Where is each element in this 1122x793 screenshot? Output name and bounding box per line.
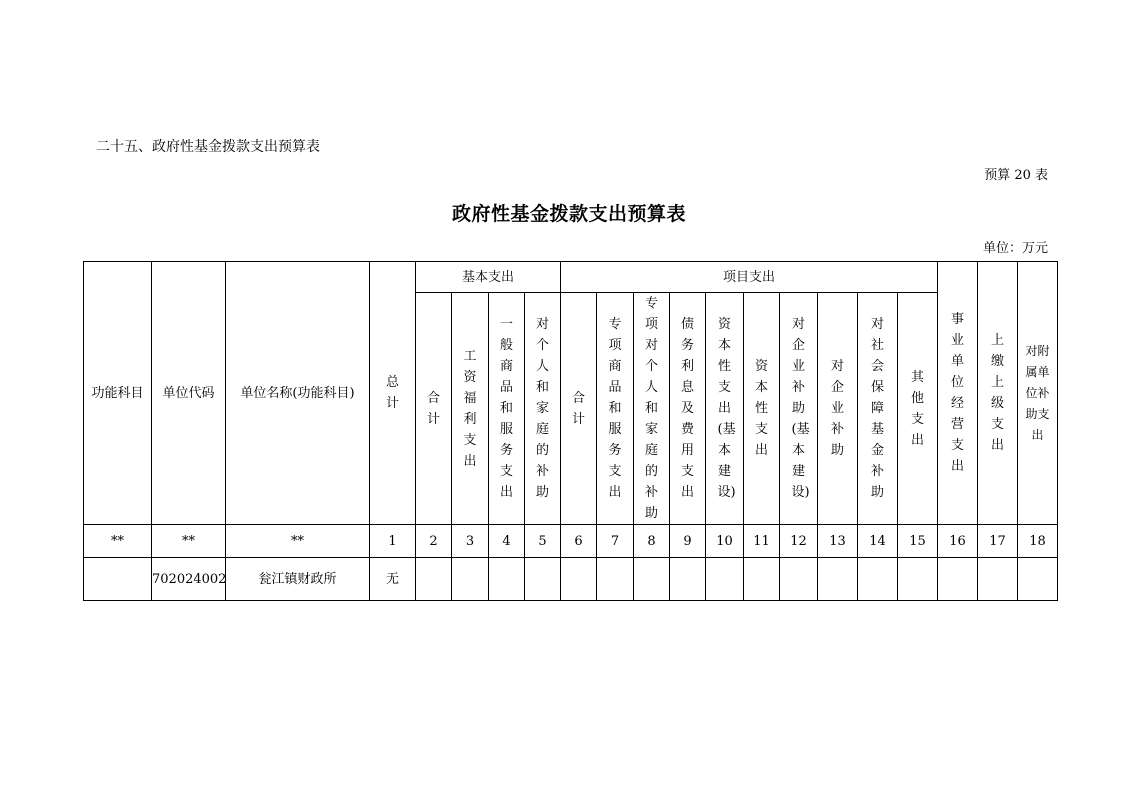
header-affiliated-cell: [1018, 262, 1058, 525]
index-cell: **: [84, 525, 152, 558]
row-empty-cell: [978, 558, 1018, 601]
index-row: [84, 525, 1058, 558]
header-project-cell: [634, 293, 670, 525]
row-unit-code: 702024002: [152, 558, 226, 601]
header-project-cell: [898, 293, 938, 525]
header-business: 事业单位经营支出: [951, 312, 965, 474]
row-empty-cell: [706, 558, 744, 601]
section-title: 二十五、政府性基金拨款支出预算表: [96, 139, 320, 155]
header-project-cell: [597, 293, 634, 525]
index-cell: 9: [670, 525, 706, 558]
row-total: 无: [370, 558, 416, 601]
header-project-cell: [670, 293, 706, 525]
index-cell: 16: [938, 525, 978, 558]
unit-label: 单位：万元: [982, 241, 1048, 256]
index-cell: 1: [370, 525, 416, 558]
header-project-cell: [706, 293, 744, 525]
row-empty-cell: [744, 558, 780, 601]
header-basic-group: 基本支出: [416, 262, 561, 293]
row-unit-name: 瓮江镇财政所: [226, 558, 370, 601]
index-cell: 18: [1018, 525, 1058, 558]
index-cell: 12: [780, 525, 818, 558]
table-row: [84, 558, 1058, 601]
row-empty-cell: [597, 558, 634, 601]
row-empty-cell: [1018, 558, 1058, 601]
index-cell: **: [152, 525, 226, 558]
header-project-cell: [561, 293, 597, 525]
header-project-total: 合计: [572, 390, 586, 427]
header-basic-subsidy: 对个人和家庭的补助: [535, 317, 549, 500]
header-func-subject: 功能科目: [84, 262, 152, 525]
header-project-goods: 专项商品和服务支出: [608, 317, 622, 500]
header-basic-cell: [452, 293, 489, 525]
row-empty-cell: [818, 558, 858, 601]
row-empty-cell: [525, 558, 561, 601]
header-total: 总计: [385, 375, 399, 411]
header-basic-cell: [489, 293, 525, 525]
row-empty-cell: [858, 558, 898, 601]
header-basic-goods: 一般商品和服务支出: [499, 317, 513, 500]
row-empty-cell: [634, 558, 670, 601]
row-empty-cell: [670, 558, 706, 601]
index-cell: 4: [489, 525, 525, 558]
header-project-cell: [818, 293, 858, 525]
header-upper-cell: [978, 262, 1018, 525]
header-affiliated: 对附属单位补助支出: [1025, 343, 1050, 442]
row-func-subject: [84, 558, 152, 601]
index-cell: 11: [744, 525, 780, 558]
table-title: 政府性基金拨款支出预算表: [451, 203, 686, 225]
row-empty-cell: [452, 558, 489, 601]
header-basic-cell: [416, 293, 452, 525]
header-total-cell: [370, 262, 416, 525]
header-project-capital-construction: 资本性支出(基本建设): [717, 317, 736, 500]
row-empty-cell: [416, 558, 452, 601]
index-cell: 13: [818, 525, 858, 558]
row-empty-cell: [780, 558, 818, 601]
header-basic-cell: [525, 293, 561, 525]
index-cell: 7: [597, 525, 634, 558]
row-empty-cell: [938, 558, 978, 601]
index-cell: 6: [561, 525, 597, 558]
row-empty-cell: [489, 558, 525, 601]
header-row-groups: [84, 262, 1058, 293]
header-business-cell: [938, 262, 978, 525]
row-empty-cell: [898, 558, 938, 601]
header-project-other: 其他支出: [911, 369, 925, 448]
budget-table: [83, 261, 1058, 601]
index-cell: **: [226, 525, 370, 558]
index-cell: 14: [858, 525, 898, 558]
row-empty-cell: [561, 558, 597, 601]
header-project-debt: 债务利息及费用支出: [681, 317, 695, 500]
index-cell: 10: [706, 525, 744, 558]
header-project-capital: 资本性支出: [755, 359, 769, 458]
index-cell: 17: [978, 525, 1018, 558]
header-project-group: 项目支出: [561, 262, 938, 293]
header-basic-total: 合计: [426, 390, 440, 427]
header-project-social-security: 对社会保障基金补助: [871, 317, 885, 500]
header-unit-name: 单位名称(功能科目): [226, 262, 370, 525]
form-number: 预算 20 表: [984, 168, 1048, 183]
index-cell: 15: [898, 525, 938, 558]
index-cell: 3: [452, 525, 489, 558]
header-project-cell: [780, 293, 818, 525]
header-upper: 上缴上级支出: [991, 333, 1005, 453]
header-project-enterprise: 对企业补助: [831, 359, 845, 458]
header-unit-code: 单位代码: [152, 262, 226, 525]
index-cell: 5: [525, 525, 561, 558]
index-cell: 8: [634, 525, 670, 558]
header-project-subsidy: 专项对个人和家庭的补助: [645, 296, 659, 521]
header-project-enterprise-construction: 对企业补助(基本建设): [791, 317, 810, 500]
header-project-cell: [744, 293, 780, 525]
index-cell: 2: [416, 525, 452, 558]
header-project-cell: [858, 293, 898, 525]
header-basic-salary: 工资福利支出: [463, 348, 477, 469]
